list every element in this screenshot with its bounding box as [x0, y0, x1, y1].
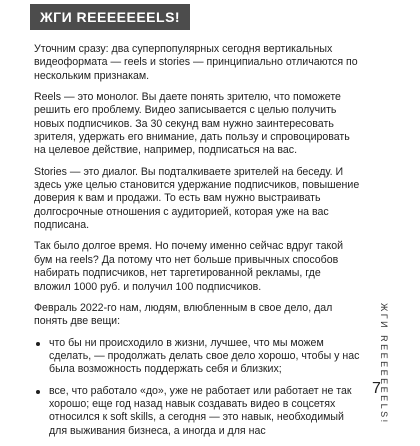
paragraph-intro: Уточним сразу: два суперпопулярных сегодня вертикальных видеоформата — reels и stories — принципиально отличаются по нескольким признакам.	[34, 43, 358, 82]
paragraph-stories: Stories — это диалог. Вы подталкиваете зрителей на беседу. И здесь уже целью становится удержание подписчиков, повышение доверия к вам и продажи. То есть вам нужно выстраивать долгосрочные отношения с аудиторией, которая уже на вас подписана.	[34, 165, 360, 232]
paragraph-boom: Так было долгое время. Но почему именно сейчас вдруг такой бум на reels? Да потому что нет больше привычных способов набирать подписчиков, нет таргетированной рекламы, где вложил 1000 руб. и получил 100 подписчиков.	[34, 240, 344, 293]
bullet-list	[34, 337, 360, 438]
paragraph-february: Февраль 2022-го нам, людям, влюбленным в свое дело, дал понять две вещи:	[34, 301, 333, 328]
paragraph-reels: Reels — это монолог. Вы даете понять зрителю, что поможете решить его проблему. Видео записывается с целью получить новых подписчиков. За 30 секунд вам нужно заинтересовать зрителя, удержать его внимание, дать пользу и спровоцировать на целевое действие, например, подписаться на вас.	[34, 91, 350, 157]
running-title: ЖГИ REEEEEEELS!	[379, 303, 389, 425]
chapter-heading: ЖГИ REEEEEEELS!	[30, 4, 190, 30]
bullet-item: все, что работало «до», уже не работает или работает не так хорошо; еще год назад навык создавать видео в соцсетях относился к soft skills, а сегодня — это навык, необходимый для выживания бизнеса, а иногда и для нас	[34, 385, 360, 438]
page-number: 7	[372, 380, 381, 397]
bullet-item: что бы ни происходило в жизни, лучшее, что мы можем сделать, — продолжать делать свое дело хорошо, чтобы у нас была возможность поддержать себя и близких;	[34, 337, 360, 377]
page-body	[34, 43, 360, 446]
